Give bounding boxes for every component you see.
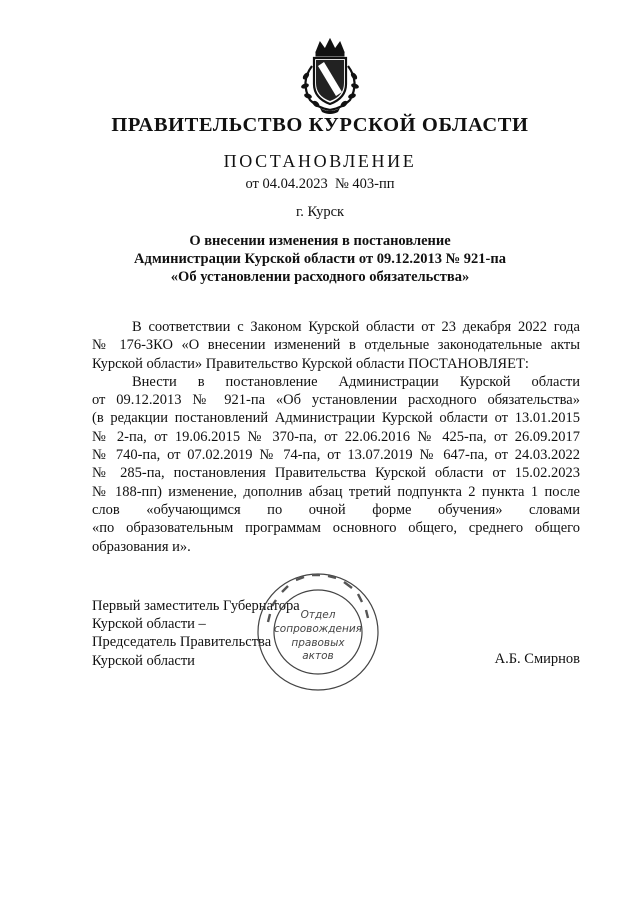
- subject-line: «Об установлении расходного обязательства»: [170, 269, 470, 285]
- body-line: слов «обучающимся по очной форме обучения» словами: [92, 501, 580, 518]
- body-line: № 2-па, от 19.06.2015 № 370-па, от 22.06.2016 № 425-па, от 26.09.2017: [92, 428, 580, 445]
- signatory-line: Курской области –: [92, 616, 206, 633]
- signatory-line: Председатель Правительства: [92, 634, 272, 651]
- stamp-text: правовых: [291, 637, 345, 649]
- body-line: (в редакции постановлений Администрации Курской области от 13.01.2015: [92, 410, 580, 427]
- body-line: от 09.12.2013 № 921-па «Об установлении расходного обязательства»: [92, 392, 580, 409]
- signatory-line: Курской области: [92, 652, 195, 669]
- subject-line: Администрации Курской области от 09.12.2013 № 921-па: [134, 251, 506, 267]
- body-line: В соответствии с Законом Курской области от 23 декабря 2022 года: [132, 319, 580, 335]
- body-line: «по образовательным программам основного общего, среднего общего: [92, 520, 580, 537]
- official-stamp: [254, 570, 382, 694]
- resolution-paragraph: [92, 373, 580, 556]
- document-date-number: от 04.04.2023 № 403-пп: [245, 176, 395, 192]
- subject-line: О внесении изменения в постановление: [189, 233, 451, 249]
- body-line: № 740-па, от 07.02.2019 № 74-па, от 13.07.2019 № 647-па, от 24.03.2022: [92, 447, 580, 464]
- government-title: ПРАВИТЕЛЬСТВО КУРСКОЙ ОБЛАСТИ: [111, 114, 529, 136]
- signatory-line: Первый заместитель Губернатора: [92, 598, 300, 614]
- stamp-text: Отдел: [300, 609, 336, 621]
- body-line: № 176-ЗКО «О внесении изменений в отдельные законодательные акты: [92, 337, 580, 354]
- document-subject: [100, 232, 540, 286]
- stamp-text: сопровождения: [274, 623, 362, 635]
- kursk-coat-of-arms-icon: [294, 36, 366, 114]
- body-line: Курской области» Правительство Курской области ПОСТАНОВЛЯЕТ:: [92, 355, 529, 372]
- signatory-name: А.Б. Смирнов: [494, 651, 580, 667]
- stamp-text: актов: [302, 650, 334, 662]
- body-line: № 188-пп) изменение, дополнив абзац третий подпункта 2 пункта 1 после: [92, 483, 580, 500]
- body-line: образования и».: [92, 538, 191, 555]
- preamble-paragraph: [92, 318, 580, 373]
- document-city: г. Курск: [295, 204, 345, 220]
- body-line: № 285-па, постановления Правительства Курской области от 15.02.2023: [92, 465, 580, 482]
- document-type: ПОСТАНОВЛЕНИЕ: [223, 151, 417, 171]
- document-body: [92, 318, 580, 556]
- body-line: Внести в постановление Администрации Курской области: [132, 373, 580, 390]
